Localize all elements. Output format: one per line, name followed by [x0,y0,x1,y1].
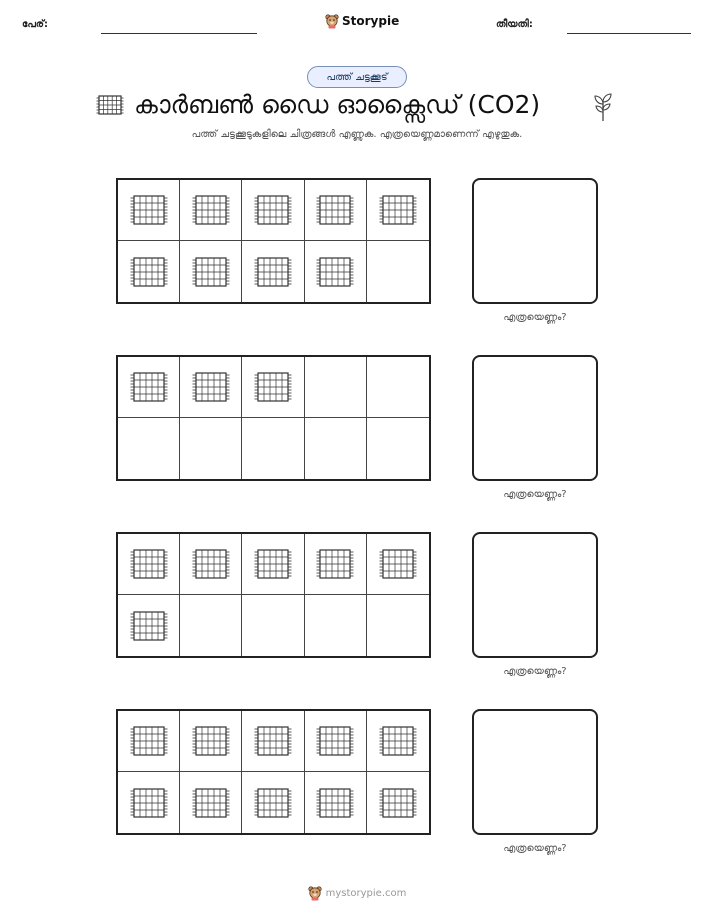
grid-frame-icon [253,724,293,758]
frame-cell [118,418,180,479]
ten-frame-2 [116,355,431,481]
frame-cell [305,772,367,833]
count-question-3: എത്രയെണ്ണം? [503,666,567,677]
frame-cell [180,357,242,418]
footer-url: mystorypie.com [325,887,407,899]
frame-cell [242,241,304,302]
grid-frame-icon [315,255,355,289]
date-line[interactable] [567,33,691,34]
frame-cell [180,772,242,833]
count-question-4: എത്രയെണ്ണം? [503,843,567,854]
instructions: പത്ത് ചട്ടക്കൂടുകളിലെ ചിത്രങ്ങൾ എണ്ണുക. എത്രയെണ്ണമാണെന്ന് എഴുതുക. [191,129,523,140]
frame-cell [118,180,180,241]
bear-mascot-icon [325,13,339,29]
grid-frame-icon [253,547,293,581]
frame-cell [367,357,429,418]
page-title: കാർബൺ ഡൈ ഓക്സൈഡ് (CO2) [134,90,541,119]
frame-cell [305,241,367,302]
grid-frame-icon [378,193,418,227]
grid-frame-icon [129,255,169,289]
frame-cell [118,534,180,595]
frame-cell [367,711,429,772]
footer [0,885,714,901]
frame-cell [305,180,367,241]
answer-box-4[interactable] [472,709,598,835]
frame-cell [242,180,304,241]
sprout-icon [592,92,614,122]
frame-cell [367,418,429,479]
grid-frame-icon [315,547,355,581]
grid-frame-icon [129,786,169,820]
frame-cell [242,534,304,595]
grid-frame-icon [253,786,293,820]
frame-cell [305,595,367,656]
frame-cell [180,418,242,479]
brand-logo [325,13,399,29]
name-label: പേര്: [22,19,48,30]
frame-cell [305,711,367,772]
frame-cell [242,595,304,656]
frame-cell [367,180,429,241]
frame-cell [242,357,304,418]
frame-cell [118,711,180,772]
topic-badge: പത്ത് ചട്ടക്കൂട് [307,66,407,88]
answer-box-1[interactable] [472,178,598,304]
grid-frame-icon [253,193,293,227]
answer-box-2[interactable] [472,355,598,481]
name-line[interactable] [101,33,257,34]
title-row [0,88,714,128]
frame-cell [118,595,180,656]
grid-frame-icon [378,724,418,758]
grid-frame-icon [191,724,231,758]
grid-frame-icon [129,370,169,404]
grid-frame-icon [129,724,169,758]
count-question-1: എത്രയെണ്ണം? [503,312,567,323]
brand-name: Storypie [342,14,400,28]
frame-cell [367,595,429,656]
frame-cell [242,418,304,479]
frame-cell [367,534,429,595]
grid-frame-icon [129,193,169,227]
grid-frame-icon [378,786,418,820]
answer-box-3[interactable] [472,532,598,658]
frame-cell [242,711,304,772]
frame-cell [242,772,304,833]
grid-frame-icon [253,370,293,404]
frame-cell [118,357,180,418]
date-label: തീയതി: [496,19,533,30]
bear-mascot-icon [308,885,322,901]
grid-frame-icon [191,370,231,404]
ten-frame-4 [116,709,431,835]
frame-cell [367,772,429,833]
frame-cell [367,241,429,302]
frame-cell [180,595,242,656]
frame-cell [305,357,367,418]
frame-cell [180,180,242,241]
frame-cell [180,534,242,595]
count-question-2: എത്രയെണ്ണം? [503,489,567,500]
grid-frame-icon [129,547,169,581]
grid-frame-icon [191,193,231,227]
frame-cell [305,418,367,479]
grid-frame-icon [378,547,418,581]
grid-frame-icon [315,193,355,227]
grid-frame-icon [191,255,231,289]
ten-frame-1 [116,178,431,304]
grid-frame-icon [129,609,169,643]
grid-frame-icon [253,255,293,289]
frame-cell [118,241,180,302]
grid-frame-icon [191,786,231,820]
frame-cell [118,772,180,833]
frame-cell [180,241,242,302]
grid-frame-icon [96,94,124,116]
frame-cell [305,534,367,595]
grid-frame-icon [315,786,355,820]
frame-cell [180,711,242,772]
ten-frame-3 [116,532,431,658]
grid-frame-icon [315,724,355,758]
grid-frame-icon [191,547,231,581]
